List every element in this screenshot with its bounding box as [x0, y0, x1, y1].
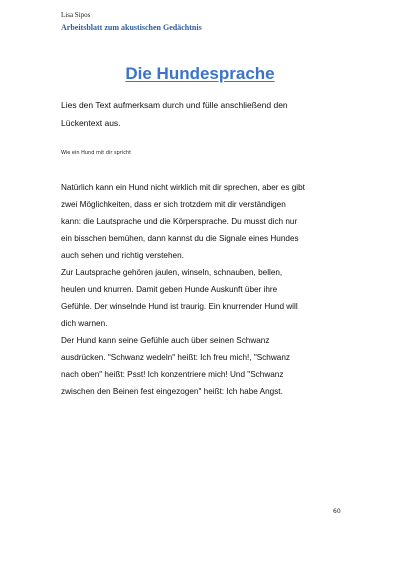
intro-line: Lies den Text aufmerksam durch und fülle anschließend den	[61, 100, 288, 110]
page-title: Die Hundesprache	[125, 64, 275, 83]
body-line: kann: die Lautsprache und die Körpersprache. Du musst dich nur	[61, 217, 298, 226]
intro-paragraph	[61, 96, 346, 132]
body-line: auch sehen und richtig verstehen.	[61, 251, 184, 260]
header-subtitle: Arbeitsblatt zum akustischen Gedächtnis	[61, 23, 202, 32]
page-number: 60	[333, 508, 341, 515]
body-line: heulen und knurren. Damit geben Hunde Auskunft über ihre	[61, 285, 278, 294]
body-line: Zur Lautsprache gehören jaulen, winseln, schnauben, bellen,	[61, 268, 283, 277]
body-line: zwischen den Beinen fest eingezogen" heißt: Ich habe Angst.	[61, 387, 283, 396]
body-line: zwei Möglichkeiten, dass er sich trotzdem mit dir verständigen	[61, 200, 286, 209]
body-line: Der Hund kann seine Gefühle auch über seinen Schwanz	[61, 336, 270, 345]
body-line: dich warnen.	[61, 319, 108, 328]
intro-line: Lückentext aus.	[61, 118, 121, 128]
section-caption: Wie ein Hund mit dir spricht	[61, 150, 132, 156]
body-line: nach oben" heißt: Psst! Ich konzentriere mich! Und "Schwanz	[61, 370, 284, 379]
body-text	[61, 179, 351, 400]
body-line: Natürlich kann ein Hund nicht wirklich mit dir sprechen, aber es gibt	[61, 183, 305, 192]
body-line: ein bisschen bemühen, dann kannst du die Signale eines Hundes	[61, 234, 299, 243]
body-line: ausdrücken. "Schwanz wedeln" heißt: Ich freu mich!, "Schwanz	[61, 353, 290, 362]
header-author: Lisa Sipos	[61, 11, 91, 19]
body-line: Gefühle. Der winselnde Hund ist traurig. Ein knurrender Hund will	[61, 302, 298, 311]
